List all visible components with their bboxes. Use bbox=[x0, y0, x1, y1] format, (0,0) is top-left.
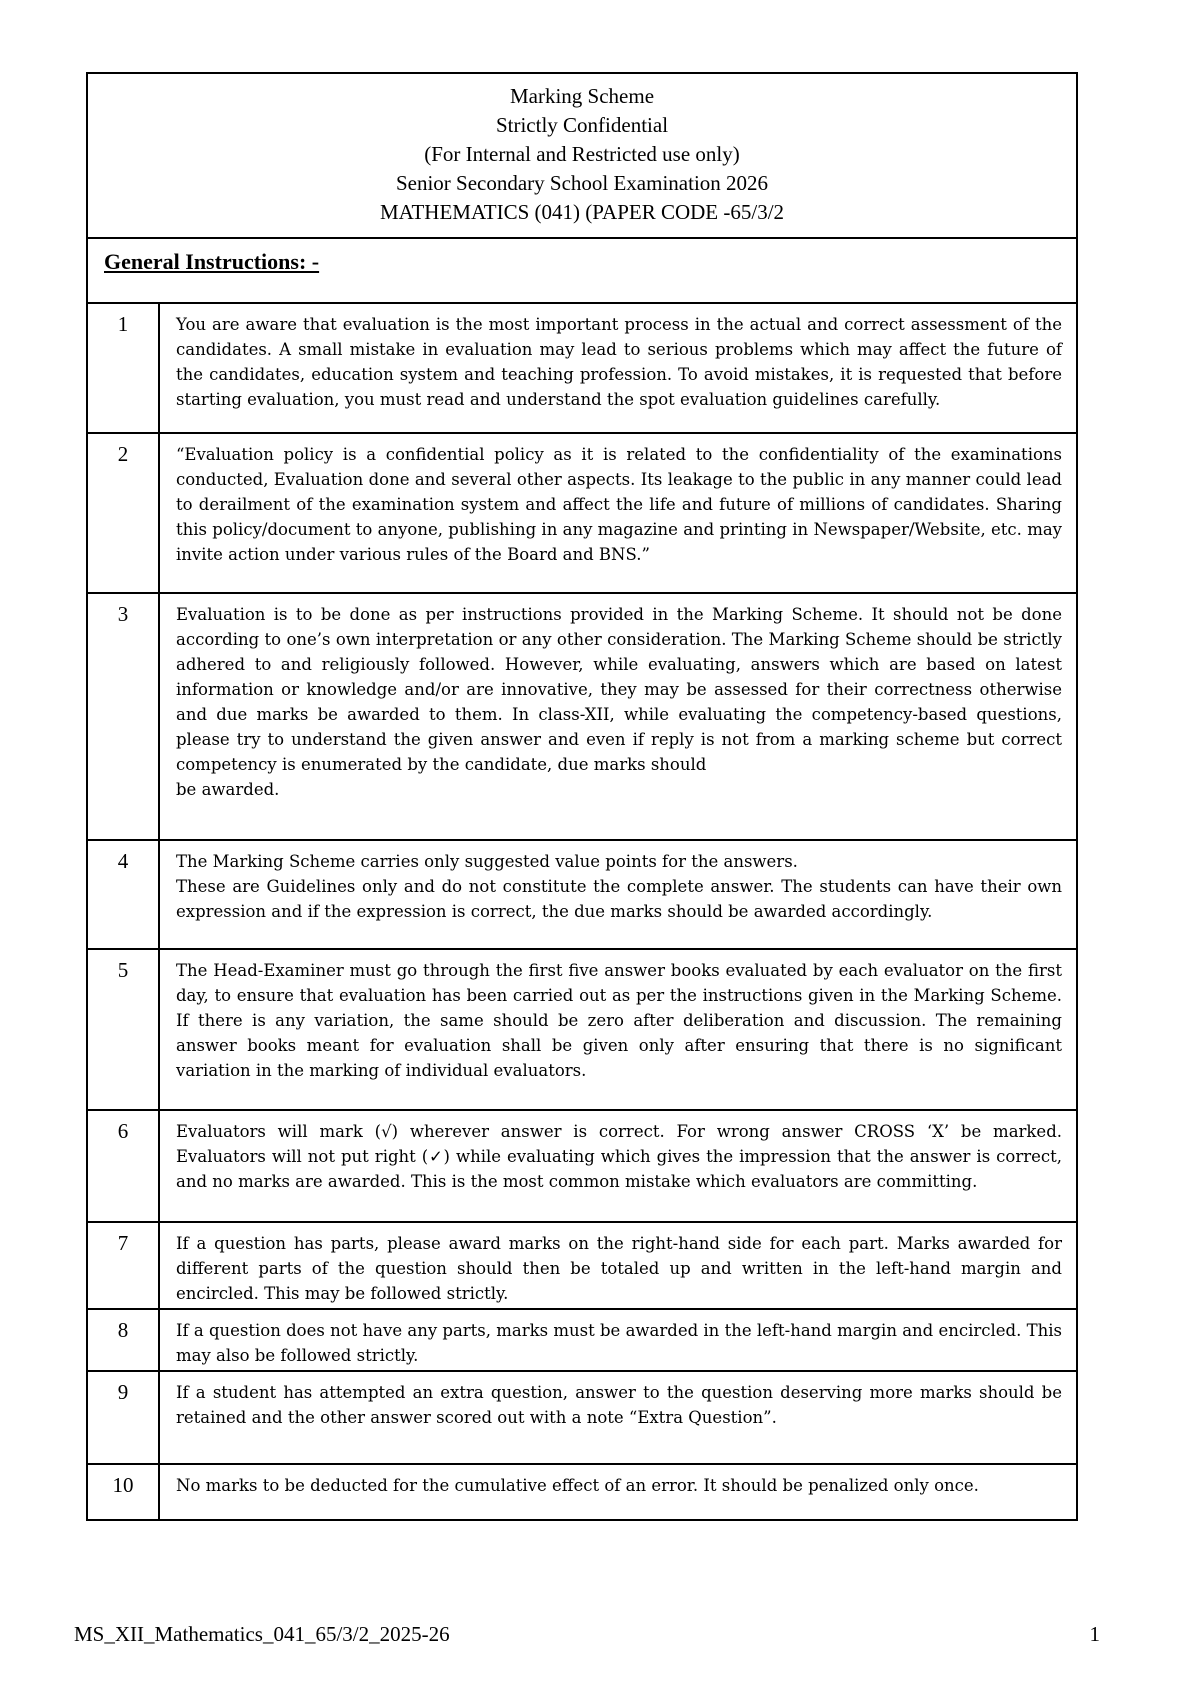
instruction-paragraph: Evaluation is to be done as per instructions provided in the Marking Scheme. It should not be done according to one’s own interpretation or any other consideration. The Marking Scheme should be strictly adhered to and religiously followed. However, while evaluating, answers which are based on latest information or knowledge and/or are innovative, they may be assessed for their correctness otherwise and due marks be awarded to them. In class-XII, while evaluating the competency-based questions, please try to understand the given answer and even if reply is not from a marking scheme but correct competency is enumerated by the candidate, due marks should bbox=[176, 605, 1062, 774]
marking-scheme-table bbox=[86, 72, 1078, 1521]
instruction-number: 2 bbox=[87, 433, 159, 593]
instruction-paragraph: If a student has attempted an extra question, answer to the question deserving more marks should be retained and the other answer scored out with a note “Extra Question”. bbox=[176, 1383, 1062, 1427]
instruction-paragraph: If a question has parts, please award marks on the right-hand side for each part. Marks awarded for different parts of the question should then be totaled up and written in the left-hand margin and encircled. This may be followed strictly. bbox=[176, 1234, 1062, 1303]
instruction-number: 5 bbox=[87, 949, 159, 1110]
instruction-text bbox=[159, 593, 1077, 840]
general-instructions-cell bbox=[87, 238, 1077, 303]
instruction-text bbox=[159, 1110, 1077, 1222]
instruction-number: 7 bbox=[87, 1222, 159, 1309]
instruction-text bbox=[159, 840, 1077, 949]
general-instructions-title: General Instructions: - bbox=[104, 249, 320, 274]
instruction-row bbox=[87, 1309, 1077, 1371]
instruction-paragraph: be awarded. bbox=[176, 780, 280, 799]
confidentiality-line: Strictly Confidential bbox=[495, 113, 669, 137]
document-heading: Marking Scheme bbox=[509, 84, 655, 108]
instruction-text bbox=[159, 1309, 1077, 1371]
instruction-paragraph: No marks to be deducted for the cumulative effect of an error. It should be penalized only once. bbox=[176, 1476, 979, 1495]
usage-restriction-line: (For Internal and Restricted use only) bbox=[424, 142, 740, 166]
instruction-number: 3 bbox=[87, 593, 159, 840]
instruction-text bbox=[159, 1222, 1077, 1309]
instruction-paragraph: Evaluators will mark (√) wherever answer is correct. For wrong answer CROSS ‘X’ be marked. Evaluators will not put right (✓) while evaluating which gives the impression that the answer is correct, and no marks are awarded. This is the most common mistake which evaluators are committing. bbox=[176, 1122, 1062, 1191]
instruction-number: 1 bbox=[87, 303, 159, 433]
instruction-row bbox=[87, 433, 1077, 593]
instruction-text bbox=[159, 1371, 1077, 1464]
footer-document-id: MS_XII_Mathematics_041_65/3/2_2025-26 bbox=[74, 1622, 450, 1646]
instruction-paragraph: You are aware that evaluation is the most important process in the actual and correct assessment of the candidates. A small mistake in evaluation may lead to serious problems which may affect the future of the candidates, education system and teaching profession. To avoid mistakes, it is requested that before starting evaluation, you must read and understand the spot evaluation guidelines carefully. bbox=[176, 315, 1062, 409]
instruction-number: 6 bbox=[87, 1110, 159, 1222]
instruction-number: 8 bbox=[87, 1309, 159, 1371]
subject-paper-code-line: MATHEMATICS (041) (PAPER CODE -65/3/2 bbox=[379, 200, 785, 224]
instruction-paragraph: The Marking Scheme carries only suggested value points for the answers. bbox=[176, 852, 798, 871]
instruction-text bbox=[159, 303, 1077, 433]
page-number: 1 bbox=[1089, 1622, 1100, 1646]
instruction-row bbox=[87, 1110, 1077, 1222]
instruction-number: 4 bbox=[87, 840, 159, 949]
instruction-paragraph: These are Guidelines only and do not constitute the complete answer. The students can have their own expression and if the expression is correct, the due marks should be awarded accordingly. bbox=[176, 877, 1062, 921]
header-row bbox=[87, 73, 1077, 238]
instruction-row bbox=[87, 1371, 1077, 1464]
instruction-paragraph: “Evaluation policy is a confidential policy as it is related to the confidentiality of the examinations conducted, Evaluation done and several other aspects. Its leakage to the public in any manner could lead to derailment of the examination system and affect the life and future of millions of candidates. Sharing this policy/document to anyone, publishing in any magazine and printing in Newspaper/Website, etc. may invite action under various rules of the Board and BNS.” bbox=[176, 445, 1062, 564]
instruction-number: 10 bbox=[87, 1464, 159, 1520]
instruction-number: 9 bbox=[87, 1371, 159, 1464]
instruction-row bbox=[87, 593, 1077, 840]
examination-line: Senior Secondary School Examination 2026 bbox=[395, 171, 769, 195]
instruction-row bbox=[87, 1464, 1077, 1520]
header-block bbox=[87, 73, 1077, 238]
instruction-paragraph: If a question does not have any parts, marks must be awarded in the left-hand margin and encircled. This may also be followed strictly. bbox=[176, 1321, 1062, 1365]
instruction-text bbox=[159, 433, 1077, 593]
instruction-row bbox=[87, 303, 1077, 433]
instruction-paragraph: The Head-Examiner must go through the first five answer books evaluated by each evaluator on the first day, to ensure that evaluation has been carried out as per the instructions given in the Marking Scheme. If there is any variation, the same should be zero after deliberation and discussion. The remaining answer books meant for evaluation shall be given only after ensuring that there is no significant variation in the marking of individual evaluators. bbox=[176, 961, 1062, 1080]
instruction-text bbox=[159, 1464, 1077, 1520]
instruction-text bbox=[159, 949, 1077, 1110]
instruction-row bbox=[87, 840, 1077, 949]
instruction-row bbox=[87, 949, 1077, 1110]
instruction-row bbox=[87, 1222, 1077, 1309]
general-instructions-row bbox=[87, 238, 1077, 303]
